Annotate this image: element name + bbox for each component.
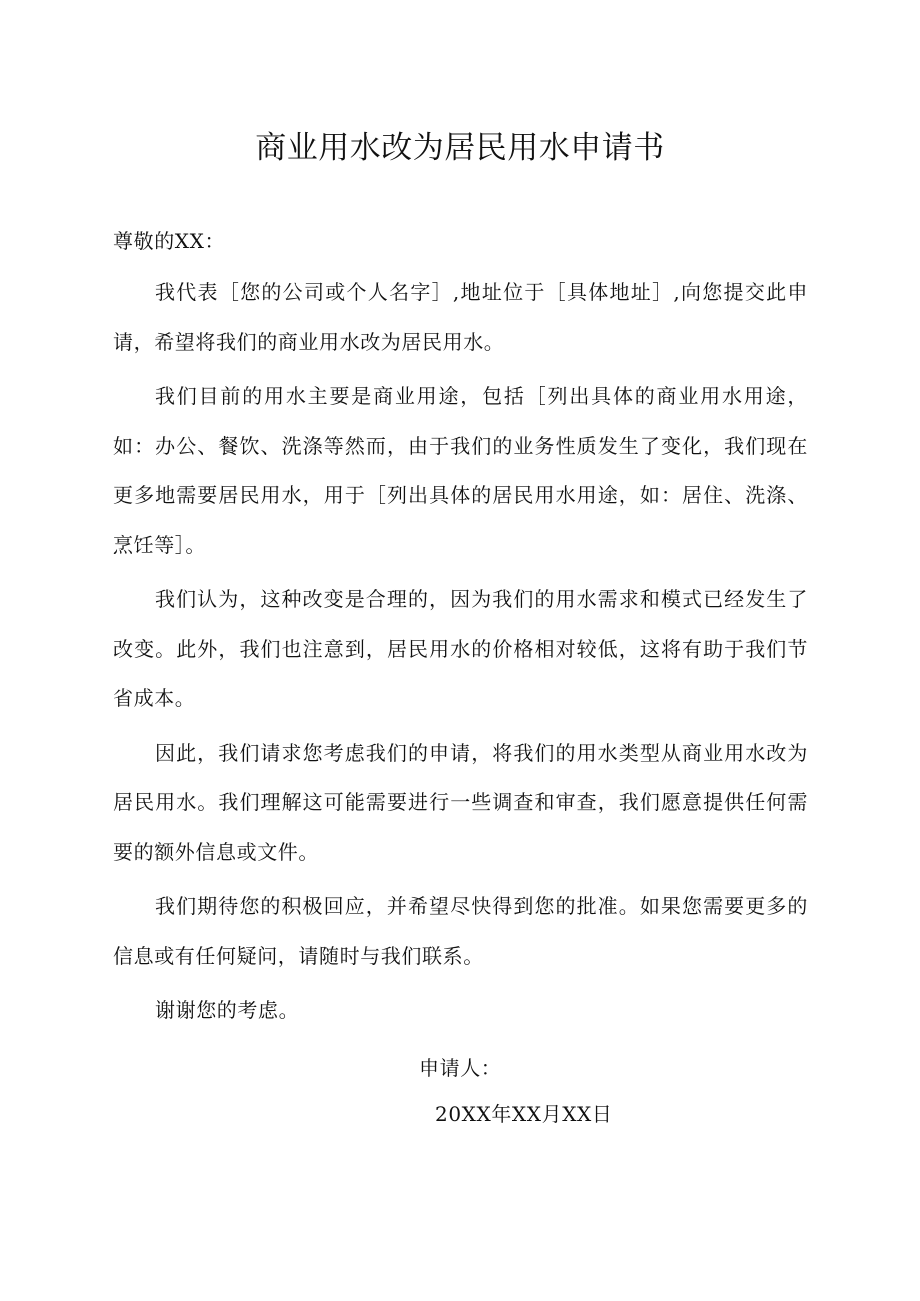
document-title: 商业用水改为居民用水申请书 <box>255 130 665 166</box>
paragraph-consideration: 因此，我们请求您考虑我们的申请，将我们的用水类型从商业用水改为居民用水。我们理解这可能需要进行一些调查和审查，我们愿意提供任何需要的额外信息或文件。 <box>113 740 808 864</box>
salutation: 尊敬的XX： <box>113 229 226 253</box>
paragraph-thanks: 谢谢您的考虑。 <box>155 998 300 1022</box>
paragraph-request: 我代表［您的公司或个人名字］,地址位于［具体地址］,向您提交此申请，希望将我们的商业用水改为居民用水。 <box>113 280 808 354</box>
letter-body <box>113 268 808 1041</box>
paragraph-current-use: 我们目前的用水主要是商业用途，包括［列出具体的商业用水用途，如：办公、餐饮、洗涤等然而，由于我们的业务性质发生了变化，我们现在更多地需要居民用水，用于［列出具体的居民用水用途，如：居住、洗涤、烹饪等］。 <box>113 384 808 557</box>
paragraph-expectation: 我们期待您的积极回应，并希望尽快得到您的批准。如果您需要更多的信息或有任何疑问，请随时与我们联系。 <box>113 894 808 968</box>
paragraph-reason: 我们认为，这种改变是合理的，因为我们的用水需求和模式已经发生了改变。此外，我们也注意到，居民用水的价格相对较低，这将有助于我们节省成本。 <box>113 587 808 710</box>
application-date: 20XX年XX月XX日 <box>435 1102 613 1126</box>
signature-label: 申请人： <box>419 1056 502 1080</box>
